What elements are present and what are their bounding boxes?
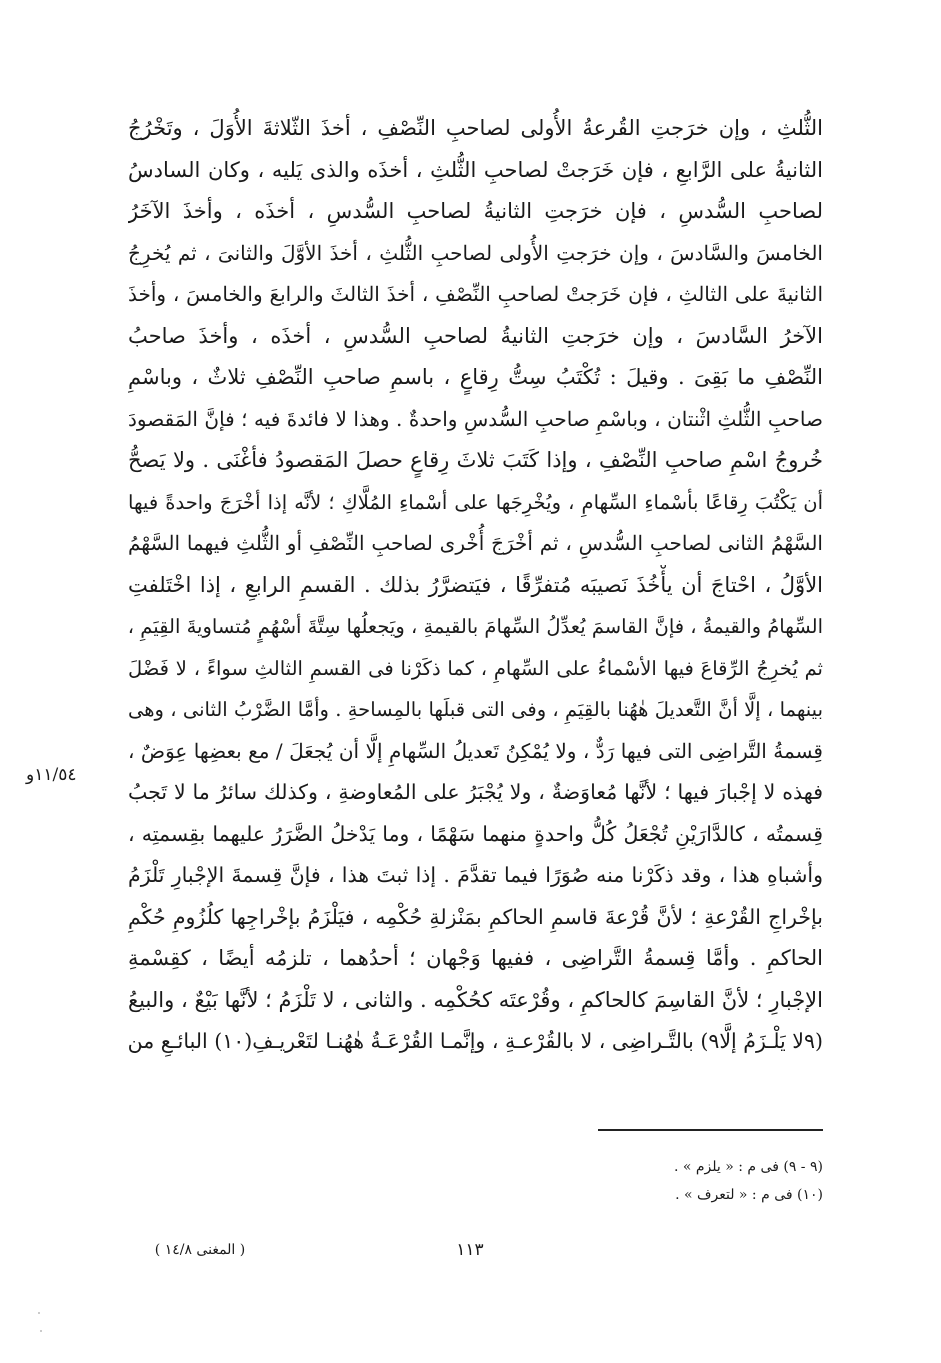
text-line: الإجْبارِ ؛ لأنَّ القاسِمَ كالحاكمِ ، وقُرْعتَه كحُكْمِه . والثانى ، لا تَلْزَمُ ؛ لأنَّها بَيْعٌ ، والبيعُ	[128, 987, 823, 1012]
footnote-item: (١٠) فى م : « لتعرف » .	[675, 1187, 823, 1203]
text-line: الخامسَ والسَّادسَ ، وإن خرَجتِ الأُولى لصاحبِ الثُّلثِ ، أخذَ الأوَّلَ والثانىَ ، ثم يُخرِجُ	[128, 240, 823, 265]
text-line: قِسمةُ التَّراضِى التى فيها رَدٌّ ، ولا يُمْكِنُ تَعديلُ السِّهامِ إلَّا أن يُجعَلَ / مع بعضِها عِوَضٌ ،	[128, 738, 823, 763]
footnote-item: (٩ - ٩) فى م : « يلزم » .	[673, 1159, 823, 1175]
scan-speck	[38, 1312, 40, 1314]
page-number: ١١٣	[456, 1240, 484, 1260]
text-line: الثانيةُ على الرَّابعِ ، فإن خَرَجتْ لصاحبِ الثُّلثِ ، أخذَه والذى يَليه ، وكان السادسُ	[128, 157, 823, 182]
text-line: بإخْراجِ القُرْعةِ ؛ لأنَّ قُرْعةَ قاسمِ الحاكمِ بمَنْزلةِ حُكْمِه ، فيَلْزَمُ بإخْراجِها كلُزُومِ حُكْمِ	[128, 904, 823, 929]
footnote-divider	[598, 1129, 823, 1131]
text-line: الثانيةَ على الثالثِ ، فإن خَرَجتْ لصاحبِ النِّصْفِ ، أخذَ الثالثَ والرابعَ والخامسَ ، وأخذَ	[128, 282, 823, 306]
text-line: الحاكمِ . وأمَّا قِسمةُ التَّراضِى ، ففيها وَجْهان ؛ أحدُهما ، تلزمُه أيضًا ، كقِسْمةِ	[128, 946, 823, 970]
footnotes	[520, 1153, 823, 1209]
text-line: الثُّلثِ ، وإن خرَجتِ القُرعةُ الأُولى لصاحبِ النِّصْفِ ، أخذَ الثّلاثةَ الأُوَلَ ، وتَخْرُجُ	[128, 116, 823, 140]
text-line: السِّهامُ والقيمةُ ، فإنَّ القاسمَ يُعدِّلُ السِّهامَ بالقيمةِ ، ويَجعلُها سِتَّةَ أسْهُمٍ مُتساويةَ القِيَمِ ،	[128, 615, 823, 638]
text-line: قِسمتُه ، كالدَّارَيْنِ تُجْعَلُ كُلُّ واحدةٍ منهما سَهْمًا ، وما يَدْخلُ الضَّرَرُ عليهما بقِسمتِه ،	[128, 821, 823, 846]
text-line: (٩لا يَلْـزَمُ إلَّا٩) بالتَّـراضِى ، لا بالقُرْعـةِ ، وإنَّمـا القُرْعَـةُ هٰهُنـا لتَعْريـفِ(١٠) البائـعِ من	[128, 1029, 823, 1053]
text-line: بينهما ، إلَّا أنَّ التَّعديلَ هٰهُنا بالقِيَمِ ، وفى التى قبلَها بالمِساحةِ . وأمَّا الضَّرْبُ الثانى ، وهى	[128, 698, 823, 721]
text-line: الأوَّلُ ، احْتاجَ أن يأْخُذَ نَصيبَه مُتفرِّقًا ، فيَتضرَّرُ بذلك . القسمِ الرابعِ ، إذا اخْتَلفتِ	[128, 572, 823, 597]
text-line: ثم يُخرِجُ الرِّقاعَ فيها الأسْماءُ على السِّهامِ ، كما ذكَرْنا فى القسمِ الثالثِ سواءً ، لا فَضْلَ	[128, 656, 823, 680]
text-line: صاحبِ الثُّلثِ اثْنتان ، وباسْمِ صاحبِ السُّدسِ واحدةٌ . وهذا لا فائدةَ فيه ؛ فإنَّ المَقصودَ	[128, 406, 823, 431]
text-line: وأشباهِ هذا ، وقد ذكَرْنا منه صُوَرًا فيما تقدَّمَ . إذا ثبتَ هذا ، فإنَّ قِسمةَ الإجْبارِ تَلْزَمُ	[128, 863, 823, 887]
text-line: النِّصْفِ ما بَقِىَ . وقيلَ : تُكْتَبُ سِتُّ رِقاعٍ ، باسمِ صاحبِ النِّصْفِ ثلاثٌ ، وباسْمِ	[128, 365, 823, 389]
text-line: لصاحبِ السُّدسِ ، فإن خرَجتِ الثانيةُ لصاحبِ السُّدسِ ، أخذَه ، وأخذَ الآخَرُ	[128, 199, 823, 223]
scan-speck	[40, 1330, 42, 1332]
text-line: فهذه لا إجْبارَ فيها ؛ لأنَّها مُعاوَضةٌ ، ولا يُجْبَرُ على المُعاوضةِ ، وكذلك سائرُ ما لا تَجبُ	[128, 780, 823, 804]
text-line: السَّهْمُ الثانى لصاحبِ السُّدسِ ، ثم أخْرَجَ أُخْرى لصاحبِ النِّصْفِ أو الثُّلثِ فيهما السَّهْمُ	[128, 531, 823, 555]
printer-signature: ( المغنى ١٤/٨ )	[154, 1242, 246, 1258]
main-text-block	[128, 108, 823, 1063]
text-line: الآخرُ السَّادسَ ، وإن خرَجتِ الثانيةُ لصاحبِ السُّدسِ ، أخذَه ، وأخذَ صاحبُ	[128, 323, 823, 348]
text-line: أن يَكْتُبَ رِقاعًا بأسْماءِ السِّهامِ ، ويُخْرِجَها على أسْماءِ المُلَّاكِ ؛ لأنَّه إذا أخْرَجَ واحدةً فيها	[128, 490, 823, 514]
text-line: خُروجُ اسْمِ صاحبِ النِّصْفِ ، وإذا كَتَبَ ثلاثَ رِقاعٍ حصلَ المَقصودُ فأغْنَى . ولا يَصحُّ	[128, 448, 823, 472]
manuscript-folio-note: ١١/٥٤و	[26, 765, 77, 785]
